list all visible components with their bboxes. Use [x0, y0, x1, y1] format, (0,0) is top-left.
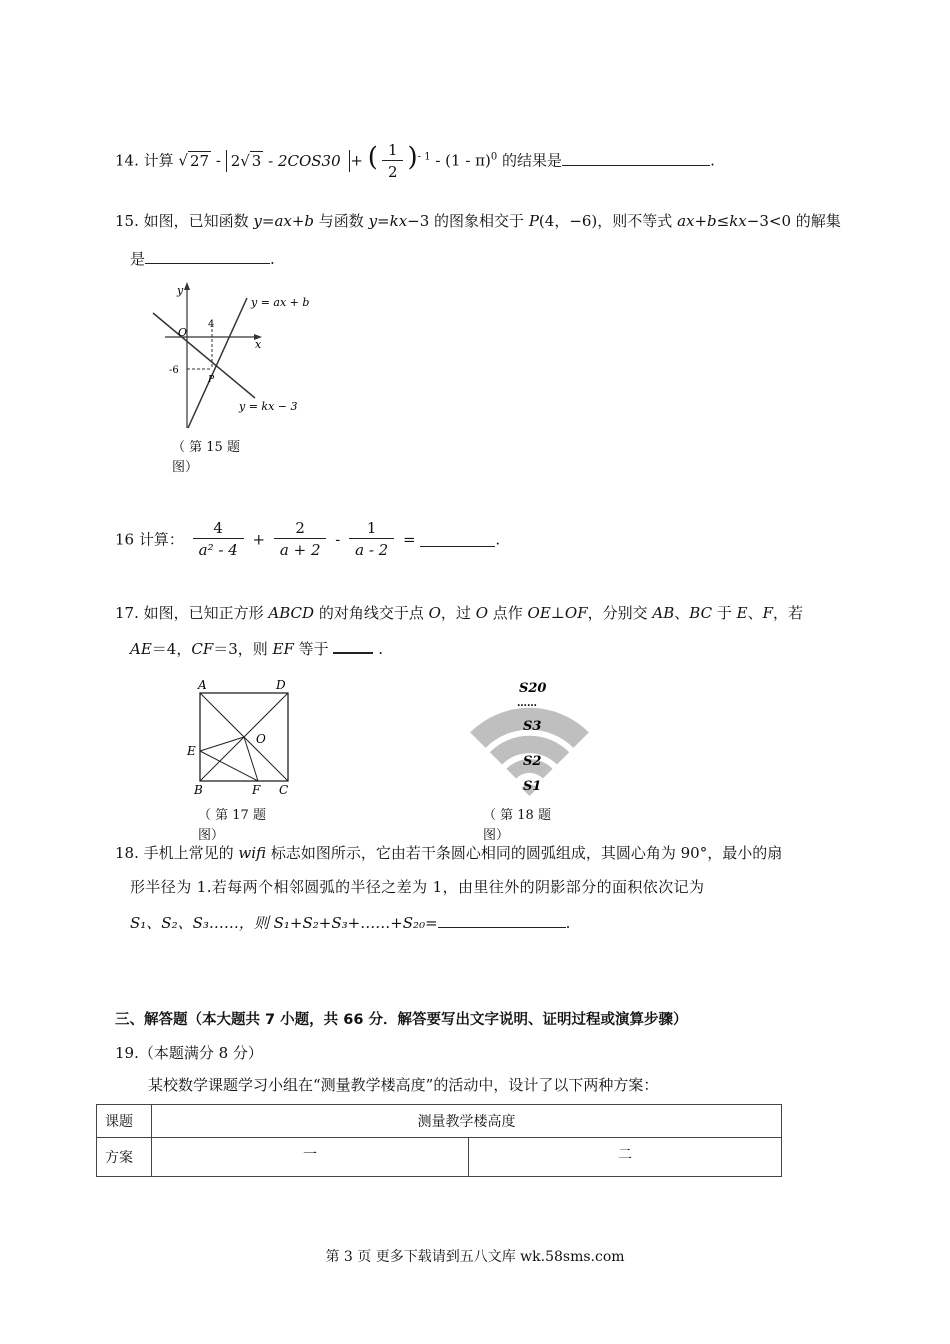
q18-line3: [130, 912, 570, 933]
q17-label-o: O: [256, 732, 266, 746]
q15-t11: −3<0 的解集: [746, 212, 841, 230]
q18-label-s2: S2: [523, 754, 542, 769]
q17-t10: OF: [564, 604, 588, 622]
q18-t5: S₁、S₂、S₃……，则 S₁+S₂+S₃+……+S₂₀=: [130, 914, 438, 932]
page-footer: [0, 1246, 950, 1266]
table-cell-plan-label: 方案: [97, 1138, 152, 1177]
q17-segment-ef: [200, 751, 258, 781]
q18-t4: 形半径为 1.若每两个相邻圆弧的半径之差为 1，由里往外的阴影部分的面积依次记为: [130, 878, 705, 896]
q17-t5: ，过: [440, 604, 476, 622]
q17-t17: 、: [747, 604, 763, 622]
q17-label-b: B: [194, 783, 203, 797]
table-cell-plan-one: 一: [152, 1138, 469, 1177]
q17-t14: BC: [689, 604, 713, 622]
q15-label-origin: O: [178, 326, 188, 339]
table-cell-plan-two: 二: [469, 1138, 782, 1177]
q14-prefix: 14. 计算: [115, 151, 174, 170]
q17-t23: ＝3，则: [213, 640, 273, 658]
q18-t3: 标志如图所示，它由若干条圆心相同的圆弧组成，其圆心角为 90°，最小的扇: [266, 844, 783, 862]
q15-label-y: y: [177, 284, 184, 297]
q18-line2: [130, 876, 704, 897]
q15-figure: [135, 280, 315, 430]
q17-label-f: F: [252, 783, 261, 797]
q17-t16: E: [736, 604, 748, 622]
q17-t1: 17. 如图，已知正方形: [115, 604, 269, 622]
q16-prefix: 16 计算：: [115, 530, 184, 549]
q15-line1: [115, 210, 841, 231]
q15-t6: P: [528, 212, 539, 230]
q15-line2: [130, 248, 275, 269]
q19-head: [115, 1042, 263, 1063]
q18-t1: 18. 手机上常见的: [115, 844, 239, 862]
table-cell-topic: 测量教学楼高度: [152, 1105, 782, 1138]
q19-head-text: 19.（本题满分 8 分）: [115, 1044, 263, 1062]
q17-t6: O: [475, 604, 488, 622]
section3-title-text: 三、解答题（本大题共 7 小题，共 66 分．解答要写出文字说明、证明过程或演算步骤）: [115, 1012, 688, 1028]
q17-t3: 的对角线交于点: [314, 604, 429, 622]
q15-t5: −3 的图象相交于: [407, 212, 529, 230]
q15-label-line1: y = ax + b: [251, 296, 310, 309]
q17-label-e: E: [187, 744, 196, 758]
q19-plan-table: [96, 1104, 782, 1177]
q15-label-neg6: -6: [169, 365, 179, 376]
q18-caption: [483, 806, 551, 846]
q17-t2: ABCD: [268, 604, 315, 622]
q17-caption: [198, 806, 266, 846]
q15-line2-text: 是: [130, 250, 146, 268]
q17-end: .: [378, 640, 384, 658]
q14-paren-close: ): [407, 142, 418, 173]
q16-frac1: $\frac{4}{\text{a² - 4}}$: [193, 518, 244, 561]
q18-caption-1: （ 第 18 题: [483, 808, 551, 823]
q18-wifi-figure: [440, 672, 620, 800]
q16-line: [115, 518, 500, 561]
q17-label-c: C: [279, 783, 289, 797]
q14-cos: - 2COS30: [263, 151, 341, 170]
q15-caption-1: （ 第 15 题: [172, 440, 240, 455]
q15-t8: ax+b: [677, 212, 717, 230]
q14-end: .: [710, 151, 715, 170]
q15-t9: ≤: [716, 212, 730, 230]
q17-t19: ，若: [773, 604, 804, 622]
q17-t11: ，分别交: [587, 604, 653, 622]
q15-t7: (4，−6)，则不等式: [538, 212, 678, 230]
q14-plus: +: [350, 151, 363, 170]
q18-label-s3: S3: [523, 719, 542, 734]
q17-t24: EF: [272, 640, 294, 658]
q17-figure: [180, 675, 300, 800]
q17-answer-blank[interactable]: [333, 638, 373, 654]
q19-intro: [148, 1074, 658, 1095]
q17-line2: [130, 638, 383, 659]
q18-answer-blank[interactable]: [438, 913, 566, 928]
table-cell-topic-label: 课题: [97, 1105, 152, 1138]
q17-t7: 点作: [488, 604, 528, 622]
q17-t15: 于: [712, 604, 737, 622]
q15-label-p: P: [208, 375, 215, 385]
q15-line2-end: .: [270, 250, 275, 268]
q17-label-d: D: [276, 678, 286, 692]
q16-minus: -: [335, 530, 341, 549]
q14-minus: -: [215, 151, 226, 170]
q14-answer-blank[interactable]: [562, 151, 710, 166]
q17-caption-1: （ 第 17 题: [198, 808, 266, 823]
q17-t22: CF: [191, 640, 214, 658]
q16-answer-blank[interactable]: [420, 532, 495, 547]
q14-abs: 2√ 3 - 2COS30: [226, 150, 351, 172]
q16-frac3: $\frac{1}{a - 2}$: [349, 518, 394, 561]
q15-t3: 与函数: [314, 212, 369, 230]
q15-y-arrow-icon: [184, 282, 190, 290]
q14-suffix: 的结果是: [502, 151, 563, 170]
q14-line: [115, 140, 715, 183]
q18-line1: [115, 842, 782, 863]
q15-line-kx: [153, 313, 255, 398]
q15-t10: kx: [729, 212, 747, 230]
q17-caption-2: 图）: [198, 828, 225, 843]
q18-t2: wifi: [238, 844, 267, 862]
q14-sqrt3: 3: [251, 151, 262, 170]
q17-t18: F: [762, 604, 773, 622]
q14-paren-frac: (: [367, 142, 378, 173]
q18-label-s1: S1: [523, 779, 542, 794]
q14-frac: $\frac{1}{2}$: [382, 140, 404, 183]
q14-exp0: 0: [490, 151, 498, 163]
q17-t4: O: [428, 604, 441, 622]
q16-eq: =: [403, 530, 416, 549]
q17-line1: [115, 602, 803, 623]
q15-t4: y=kx: [368, 212, 408, 230]
q17-label-a: A: [198, 678, 207, 692]
q14-coef: 2: [230, 151, 241, 170]
q17-t13: 、: [674, 604, 690, 622]
q17-t20: AE: [130, 640, 152, 658]
q14-sqrt27: √ 27: [178, 151, 210, 170]
q15-caption-2: 图）: [172, 460, 199, 475]
q17-t25: 等于: [293, 640, 329, 658]
q17-t21: ＝4，: [151, 640, 192, 658]
q14-exp: - 1: [417, 151, 431, 163]
q15-label-4: 4: [208, 319, 215, 330]
q18-caption-2: 图）: [483, 828, 510, 843]
q15-t2: y=ax+b: [253, 212, 315, 230]
q16-end: .: [495, 530, 501, 549]
q15-label-x: x: [255, 338, 262, 351]
page-footer-text: 第 3 页 更多下载请到五八文库 wk.58sms.com: [325, 1249, 625, 1265]
q15-answer-blank[interactable]: [145, 249, 270, 264]
q18-end: .: [565, 914, 571, 932]
q16-frac2: $\frac{2}{a + 2}$: [274, 518, 327, 561]
q18-label-s20: S20: [519, 681, 547, 696]
table-row: [97, 1138, 782, 1177]
q15-label-line2: y = kx − 3: [239, 400, 298, 413]
table-row: [97, 1105, 782, 1138]
q15-caption: [172, 438, 240, 478]
q18-label-dots: ……: [517, 698, 537, 709]
q16-plus: +: [252, 530, 266, 549]
q19-intro-text: 某校数学课题学习小组在“测量教学楼高度”的活动中，设计了以下两种方案：: [148, 1076, 659, 1094]
q15-t1: 15. 如图，已知函数: [115, 212, 254, 230]
q14-pi-term: - (1 - π): [435, 151, 491, 170]
section3-title: [115, 1008, 687, 1029]
q17-t8: OE: [527, 604, 551, 622]
q17-t9: ⊥: [550, 604, 565, 622]
q17-t12: AB: [652, 604, 675, 622]
